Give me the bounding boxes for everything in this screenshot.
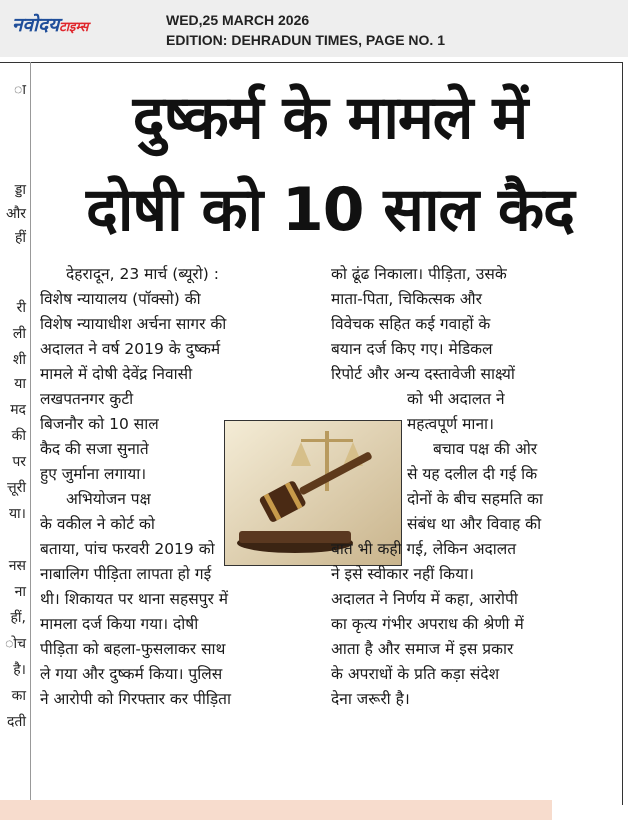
fragment-text: त्तूरी <box>6 480 26 496</box>
text-line: को भी अदालत ने <box>407 390 505 408</box>
edition-info: EDITION: DEHRADUN TIMES, PAGE NO. 1 <box>166 32 445 48</box>
text-line: कैद की सजा सुनाते <box>40 440 149 458</box>
text-line: को ढूंढ निकाला। पीड़िता, उसके <box>331 265 507 283</box>
fragment-text: ड्डा <box>14 182 26 198</box>
logo-secondary: टाइम्स <box>59 20 89 35</box>
column-2-paragraph-1 <box>331 262 607 437</box>
fragment-text: नस <box>8 558 26 574</box>
text-line: थी। शिकायत पर थाना सहसपुर में <box>40 590 229 608</box>
text-line: माता-पिता, चिकित्सक और <box>331 290 482 308</box>
text-line: विशेष न्यायाधीश अर्चना सागर की <box>40 315 227 333</box>
fragment-text: हीं <box>14 230 26 246</box>
text-line: बात भी कही गई, लेकिन अदालत <box>331 540 517 558</box>
newspaper-logo <box>12 11 88 37</box>
text-line: के वकील ने कोर्ट को <box>40 515 155 533</box>
text-line: अदालत ने वर्ष 2019 के दुष्कर्म <box>40 340 221 358</box>
logo-primary: नवोदय <box>12 14 60 36</box>
fragment-text: पर <box>12 454 26 470</box>
edition-date: WED,25 MARCH 2026 <box>166 12 310 28</box>
edition-meta <box>166 10 445 50</box>
fragment-text: री <box>16 300 26 316</box>
fragment-text: की <box>11 428 26 444</box>
text-line: बिजनौर को 10 साल <box>40 415 159 433</box>
text-line: संबंध था और विवाह की <box>407 515 542 533</box>
text-line: अदालत ने निर्णय में कहा, आरोपी <box>331 590 518 608</box>
text-line: विवेचक सहित कई गवाहों के <box>331 315 491 333</box>
text-line: ने आरोपी को गिरफ्तार कर पीड़िता <box>40 690 232 708</box>
text-line: मामला दर्ज किया गया। दोषी <box>40 615 199 633</box>
text-line: महत्वपूर्ण माना। <box>407 415 494 433</box>
fragment-text: शी <box>12 352 26 368</box>
text-line: लखपतनगर कुटी <box>40 390 134 408</box>
text-line: से यह दलील दी गई कि <box>407 465 538 483</box>
fragment-text: ा <box>14 82 26 98</box>
bottom-strip <box>0 800 552 820</box>
headline-line-1: दुष्कर्म के मामले में <box>132 83 528 153</box>
text-line: के अपराधों के प्रति कड़ा संदेश <box>331 665 500 683</box>
masthead-bar <box>0 0 628 57</box>
text-line: विशेष न्यायालय (पॉक्सो) की <box>40 290 201 308</box>
fragment-text: या <box>14 376 26 392</box>
fragment-text: दती <box>6 714 26 730</box>
article-column-2 <box>331 262 607 712</box>
headline-line-2: दोषी को 10 साल कैद <box>85 175 574 245</box>
adjacent-article-fragment <box>0 62 31 804</box>
text-line: आता है और समाज में इस प्रकार <box>331 640 514 658</box>
text-line: हुए जुर्माना लगाया। <box>40 465 147 483</box>
text-line: रिपोर्ट और अन्य दस्तावेजी साक्ष्यों <box>331 365 515 383</box>
fragment-text: या। <box>8 506 26 522</box>
column-2-paragraph-2 <box>331 437 607 712</box>
fragment-text: है। <box>13 662 26 678</box>
fragment-text: और <box>5 206 26 222</box>
text-line: देना जरूरी है। <box>331 690 410 708</box>
fragment-text: का <box>11 688 26 704</box>
text-line: का कृत्य गंभीर अपराध की श्रेणी में <box>331 615 524 633</box>
text-line: देहरादून, 23 मार्च (ब्यूरो) : <box>66 265 219 283</box>
text-line: अभियोजन पक्ष <box>66 490 151 508</box>
text-line: ले गया और दुष्कर्म किया। पुलिस <box>40 665 223 683</box>
text-line: मामले में दोषी देवेंद्र निवासी <box>40 365 193 383</box>
headline <box>40 72 620 256</box>
text-line: बचाव पक्ष की ओर <box>433 440 538 458</box>
fragment-text: ना <box>14 584 26 600</box>
text-line: बयान दर्ज किए गए। मेडिकल <box>331 340 493 358</box>
text-line: दोनों के बीच सहमति का <box>407 490 543 508</box>
fragment-text: ली <box>12 326 26 342</box>
fragment-text: ोच <box>5 636 26 652</box>
text-line: ने इसे स्वीकार नहीं किया। <box>331 565 474 583</box>
text-line: पीड़िता को बहला-फुसलाकर साथ <box>40 640 226 658</box>
text-line: बताया, पांच फरवरी 2019 को <box>40 540 215 558</box>
fragment-text: मद <box>10 402 26 418</box>
fragment-text: हीं, <box>10 610 26 626</box>
text-line: नाबालिग पीड़िता लापता हो गई <box>40 565 212 583</box>
